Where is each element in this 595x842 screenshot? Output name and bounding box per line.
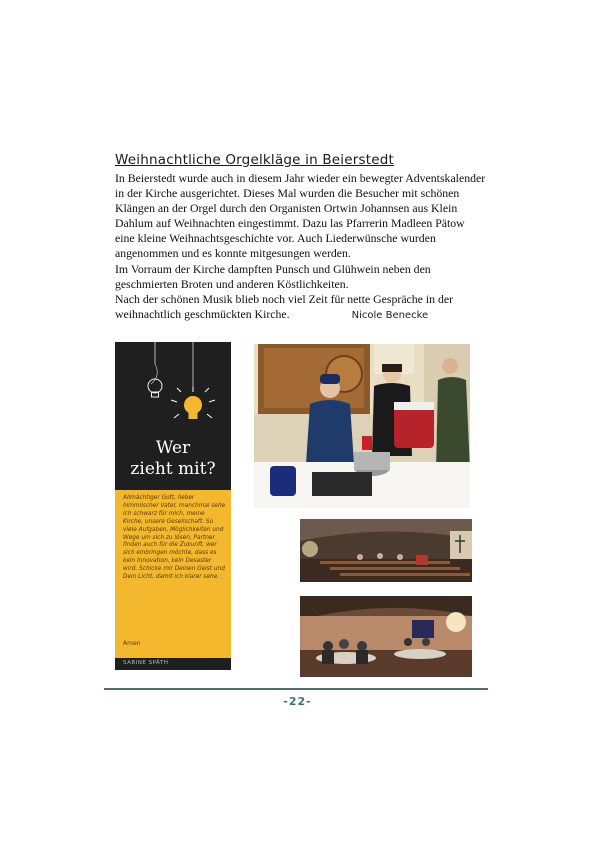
photo-church-gathering [300, 596, 472, 677]
photo-church-interior [300, 519, 472, 582]
photo-serving-punch [254, 344, 470, 508]
lightbulb-on-icon [171, 387, 215, 419]
lightbulb-off-icon [148, 379, 162, 397]
article-paragraph-text: Nach der schönen Musik blieb noch viel Zeit für nette Gespräche in der weihnachtlich geschmückten Kirche. [115, 291, 454, 321]
page-number: -22- [283, 695, 312, 708]
article-paragraph-last [115, 292, 487, 323]
poster-prayer-panel [115, 490, 231, 658]
author-signature: Nicole Benecke [351, 309, 429, 321]
poster-credit: SABINE SPÄTH [123, 660, 169, 666]
article-paragraph: Im Vorraum der Kirche dampften Punsch und Glühwein neben den geschmierten Broten und anderen Köstlichkeiten. [115, 261, 431, 291]
poster-heading: Wer zieht mit? [130, 438, 216, 479]
footer-divider [104, 688, 488, 690]
article-body [115, 171, 487, 323]
poster-prayer-text: Allmächtiger Gott, lieber himmlischer Vater, manchmal sehe ich schwarz für mich, meine Kirche, unsere Gesellschaft. So viele Aufgaben, Möglichkeiten und Wege um sich zu lösen, Partner finden auch für die Zukunft, wer sich einbringen möchte, dass es kein Innovation, kein Desaster wird. Schicke mir Deinen Geist und Dein Licht, damit ich klarer sehe. [123, 495, 226, 581]
poster-amen: Amen [123, 640, 141, 647]
article-paragraph: In Beierstedt wurde auch in diesem Jahr wieder ein bewegter Adventskalender in der Kirche ausgerichtet. Dieses Mal wurden die Besucher mit schönen Klängen an der Orgel durch den Organisten Ortwin Johannsen aus Klein Dahlum auf Weihnachten eingestimmt. Dazu las Pfarrerin Madleen Pätow eine kleine Weihnachtsgeschichte vor. Auch Liederwünsche wurden angenommen und es konnte mitgesungen werden. [115, 171, 486, 261]
poster [115, 342, 231, 670]
article-title: Weihnachtliche Orgelkläge in Beierstedt [115, 152, 394, 168]
